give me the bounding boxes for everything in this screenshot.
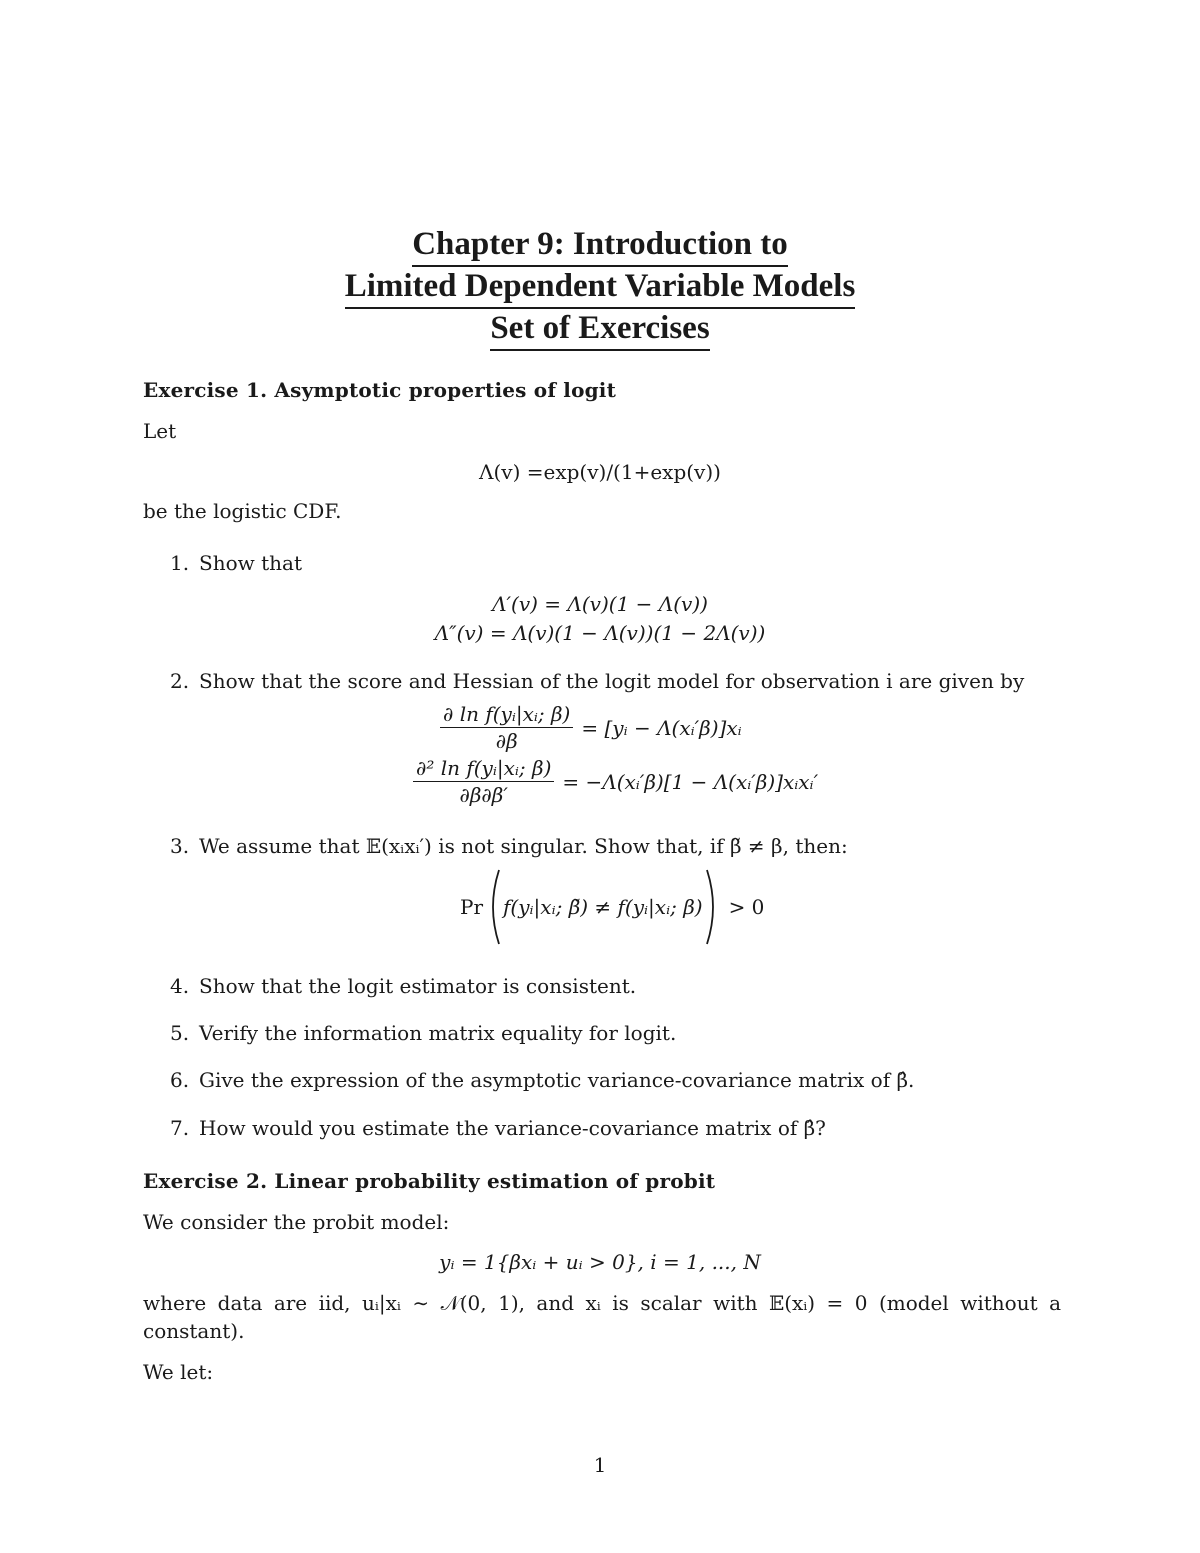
pr-body: f(yᵢ|xᵢ; β̃) ≠ f(yᵢ|xᵢ; β) — [503, 895, 703, 919]
item-3-text: We assume that 𝔼(xᵢxᵢ′) is not singular. Show that, if β̃ ≠ β, then: — [199, 834, 848, 858]
hessian-numerator: ∂² ln f(yᵢ|xᵢ; β) — [413, 756, 554, 782]
hessian-rhs: = −Λ(xᵢ′β)[1 − Λ(xᵢ′β)]xᵢxᵢ′ — [562, 769, 819, 794]
item-5-number: 5. — [170, 1021, 190, 1045]
logistic-cdf-equation: Λ(v) =exp(v)/(1+exp(v)) — [479, 460, 721, 484]
item-6-text: Give the expression of the asymptotic variance-covariance matrix of β̂. — [199, 1068, 915, 1092]
score-denominator: ∂β — [495, 729, 518, 753]
exercise-1-heading: Exercise 1. Asymptotic properties of logit — [143, 378, 617, 402]
score-rhs: = [yᵢ − Λ(xᵢ′β)]xᵢ — [581, 715, 742, 740]
title-line-1: Chapter 9: Introduction to — [0, 224, 1200, 267]
we-let-text: We let: — [143, 1360, 214, 1384]
item-6-number: 6. — [170, 1068, 190, 1092]
pr-rhs: > 0 — [728, 895, 765, 919]
item-7-number: 7. — [170, 1116, 190, 1140]
item-7-text: How would you estimate the variance-covariance matrix of β̂? — [199, 1116, 826, 1140]
where-line-1: where data are iid, uᵢ|xᵢ ∼ 𝒩(0, 1), and xᵢ is scalar with 𝔼(xᵢ) = 0 (model without a — [143, 1291, 1061, 1315]
left-big-paren — [485, 868, 501, 946]
hessian-equation — [413, 756, 818, 807]
item-2-text: Show that the score and Hessian of the logit model for observation i are given by — [199, 669, 1025, 693]
item-2-number: 2. — [170, 669, 190, 693]
title-line-2: Limited Dependent Variable Models — [0, 266, 1200, 309]
pr-operator: Pr — [460, 895, 484, 919]
item-3-number: 3. — [170, 834, 190, 858]
lambda-second-derivative: Λ″(v) = Λ(v)(1 − Λ(v))(1 − 2Λ(v)) — [434, 621, 766, 645]
item-4-text: Show that the logit estimator is consistent. — [199, 974, 637, 998]
item-5-text: Verify the information matrix equality for logit. — [199, 1021, 677, 1045]
lambda-first-derivative: Λ′(v) = Λ(v)(1 − Λ(v)) — [492, 592, 708, 616]
item-1-number: 1. — [170, 551, 190, 575]
right-big-paren — [705, 868, 721, 946]
probit-model-equation: yᵢ = 1{βxᵢ + uᵢ > 0}, i = 1, ..., N — [439, 1250, 761, 1274]
title-line-3: Set of Exercises — [0, 308, 1200, 351]
page-number: 1 — [593, 1453, 607, 1477]
hessian-denominator: ∂β∂β′ — [459, 783, 508, 807]
where-line-2: constant). — [143, 1319, 245, 1343]
score-fraction — [440, 702, 573, 753]
hessian-fraction — [413, 756, 554, 807]
probability-inequality — [460, 868, 764, 946]
score-numerator: ∂ ln f(yᵢ|xᵢ; β) — [440, 702, 573, 728]
let-text: Let — [143, 419, 177, 443]
score-equation — [440, 702, 742, 753]
exercise-2-heading: Exercise 2. Linear probability estimation of probit — [143, 1169, 716, 1193]
logistic-cdf-text: be the logistic CDF. — [143, 499, 342, 523]
probit-intro: We consider the probit model: — [143, 1210, 450, 1234]
item-1-text: Show that — [199, 551, 302, 575]
item-4-number: 4. — [170, 974, 190, 998]
